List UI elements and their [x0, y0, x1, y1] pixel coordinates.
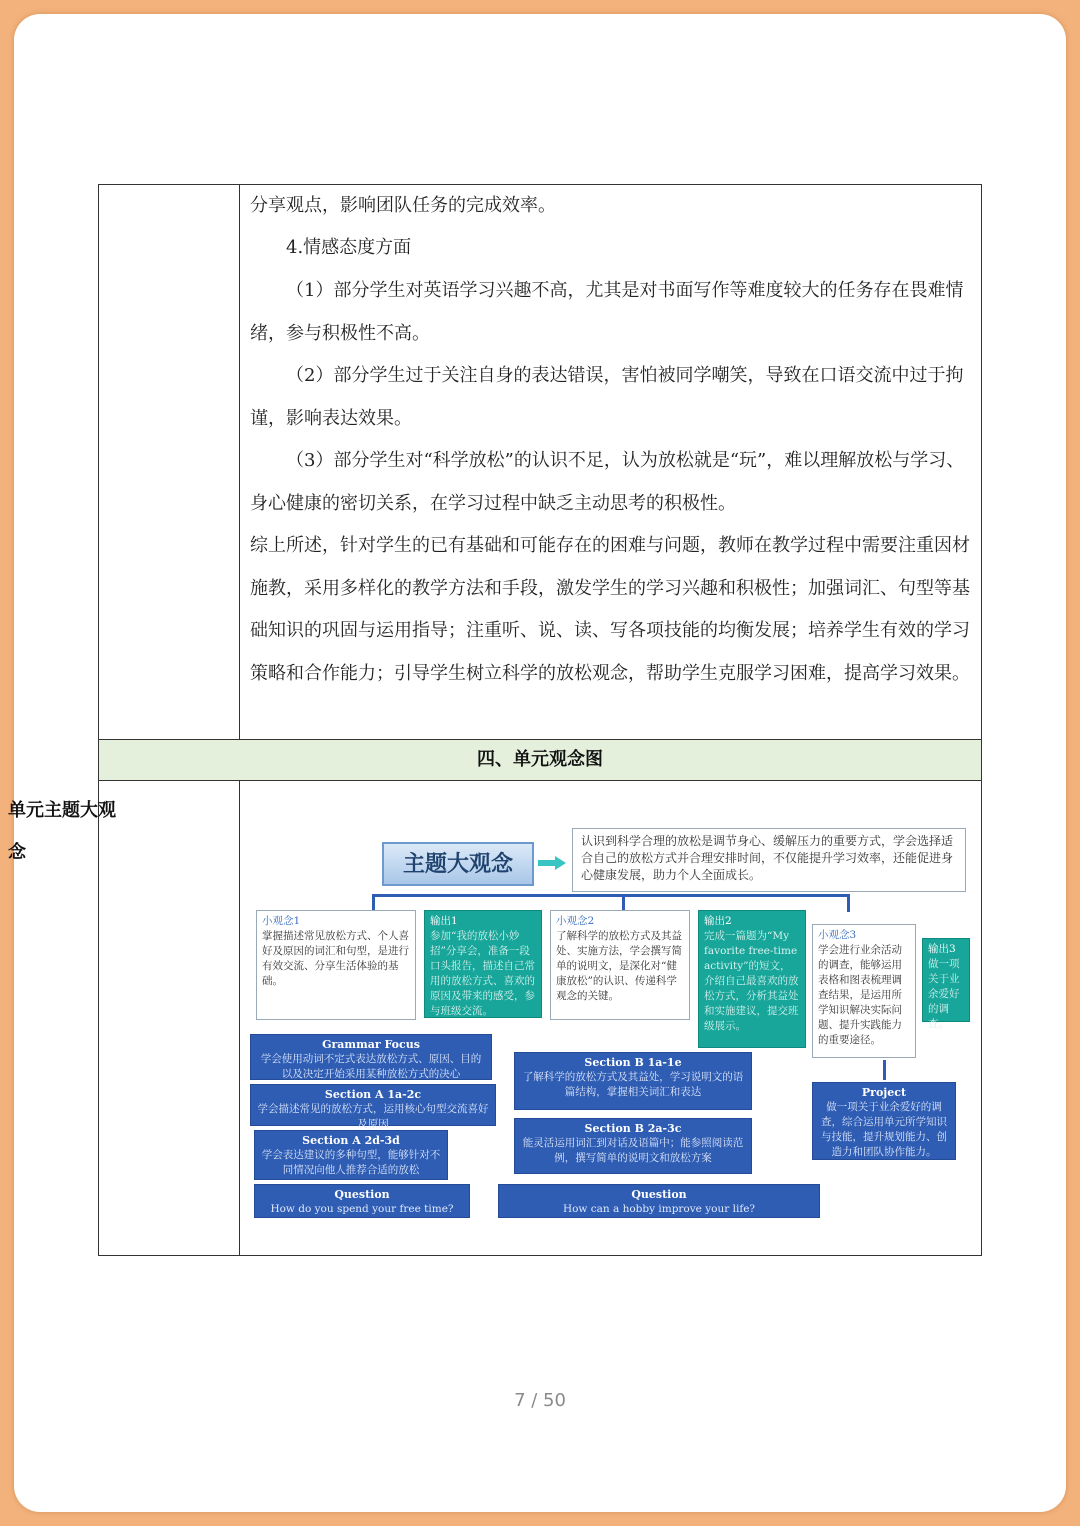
section-a1-box — [250, 1084, 496, 1130]
question-2-box — [498, 1184, 820, 1218]
connector-line — [883, 1060, 886, 1080]
sub-idea-3-text: 学会进行业余活动的调查，能够运用表格和图表梳理调查结果，是运用所学知识解决实际问题、提升实践能力的重要途径。 — [818, 944, 902, 1046]
section-b1-text: 了解科学的放松方式及其益处，学习说明文的语篇结构，掌握相关词汇和表达 — [522, 1071, 744, 1098]
section-b1-box — [514, 1052, 752, 1110]
sub-idea-3-head: 小观念3 — [818, 929, 857, 941]
summary-paragraph: 综上所述，针对学生的已有基础和可能存在的困难与问题，教师在教学过程中需要注重因材施教，采用多样化的教学方法和手段，激发学生的学习兴趣和积极性；加强词汇、句型等基础知识的巩固与运用指导；注重听、说、读、写各项技能的均衡发展；培养学生有效的学习策略和合作能力；引导学生树立科学的放松观念，帮助学生克服学习困难，提高学习效果。 — [250, 535, 970, 684]
paragraph: （2）部分学生过于关注自身的表达错误，害怕被同学嘲笑，导致在口语交流中过于拘谨，影响表达效果。 — [250, 365, 964, 429]
arrow-right-icon — [538, 856, 566, 870]
question-1-text: How do you spend your free time? — [270, 1203, 454, 1215]
section-a2-head: Section A 2d-3d — [302, 1134, 400, 1147]
output-2-text: 完成一篇题为“My favorite free-time activity”的短文，介绍自己最喜欢的放松方式，分析其益处和实施建议，提交班级展示。 — [704, 930, 799, 1032]
concept-map — [246, 826, 976, 1226]
paragraph: 分享观点，影响团队任务的完成效率。 — [250, 195, 556, 216]
sub-idea-1 — [256, 910, 416, 1020]
output-3-text: 做一项关于业余爱好的调查。 — [928, 958, 960, 1030]
sub-idea-3 — [812, 924, 916, 1058]
big-idea-summary: 认识到科学合理的放松是调节身心、缓解压力的重要方式，学会选择适合自己的放松方式并合理安排时间，不仅能提升学习效率，还能促进身心健康发展，助力个人全面成长。 — [572, 828, 966, 892]
row-label: 单元主题大观念 — [8, 800, 116, 863]
section-a1-text: 学会描述常见的放松方式，运用核心句型交流喜好及原因 — [257, 1103, 489, 1130]
analysis-row — [99, 185, 981, 739]
sub-idea-2-head: 小观念2 — [556, 915, 595, 927]
question-2-head: Question — [631, 1188, 687, 1201]
output-3-head: 输出3 — [928, 943, 956, 955]
section-title: 四、单元观念图 — [477, 749, 603, 770]
section-header-row — [99, 739, 981, 781]
section-b2-text: 能灵活运用词汇到对话及语篇中；能参照阅读范例，撰写简单的说明文和放松方案 — [522, 1137, 744, 1164]
paragraph: （3）部分学生对“科学放松”的认识不足，认为放松就是“玩”，难以理解放松与学习、身心健康的密切关系，在学习过程中缺乏主动思考的积极性。 — [250, 450, 965, 514]
paragraph-heading — [250, 227, 976, 270]
project-box — [812, 1082, 956, 1160]
section-b1-head: Section B 1a-1e — [584, 1056, 682, 1069]
grammar-focus-head: Grammar Focus — [322, 1038, 420, 1051]
sub-idea-1-head: 小观念1 — [262, 915, 301, 927]
output-1-head: 输出1 — [430, 915, 458, 927]
question-1-box — [254, 1184, 470, 1218]
page-number: 7 / 50 — [514, 1390, 566, 1411]
connector-line — [372, 894, 850, 897]
project-text: 做一项关于业余爱好的调查，综合运用单元所学知识与技能，提升规划能力、创造力和团队协作能力。 — [821, 1101, 947, 1158]
grammar-focus-text: 学会使用动词不定式表达放松方式、原因、目的以及决定开始采用某种放松方式的决心 — [260, 1053, 482, 1080]
section-a2-text: 学会表达建议的多种句型，能够针对不同情况向他人推荐合适的放松 — [261, 1149, 441, 1176]
sub-idea-2-text: 了解科学的放松方式及其益处、实施方法，学会撰写简单的说明文，是深化对“健康放松”的认识、传递科学观念的关键。 — [556, 930, 682, 1002]
subheading: 4.情感态度方面 — [286, 237, 412, 258]
grammar-focus-box — [250, 1034, 492, 1080]
section-a1-head: Section A 1a-2c — [324, 1088, 422, 1101]
section-b2-head: Section B 2a-3c — [584, 1122, 682, 1135]
sub-idea-2 — [550, 910, 690, 1020]
section-b2-box — [514, 1118, 752, 1174]
output-3 — [922, 938, 970, 1030]
connector-line — [847, 894, 850, 912]
question-2-text: How can a hobby improve your life? — [562, 1203, 756, 1215]
main-idea-title: 主题大观念 — [382, 842, 534, 886]
project-head: Project — [861, 1086, 907, 1099]
paragraph: （1）部分学生对英语学习兴趣不高，尤其是对书面写作等难度较大的任务存在畏难情绪，参与积极性不高。 — [250, 280, 964, 344]
output-1 — [424, 910, 542, 1018]
output-1-text: 参加“我的放松小妙招”分享会，准备一段口头报告，描述自己常用的放松方式、喜欢的原因及带来的感受，参与班级交流。 — [430, 930, 535, 1017]
output-2 — [698, 910, 806, 1048]
sub-idea-1-text: 掌握描述常见放松方式、个人喜好及原因的词汇和句型，是进行有效交流、分享生活体验的基础。 — [262, 930, 409, 987]
output-2-head: 输出2 — [704, 915, 732, 927]
question-1-head: Question — [334, 1188, 390, 1201]
section-a2-box — [254, 1130, 448, 1180]
